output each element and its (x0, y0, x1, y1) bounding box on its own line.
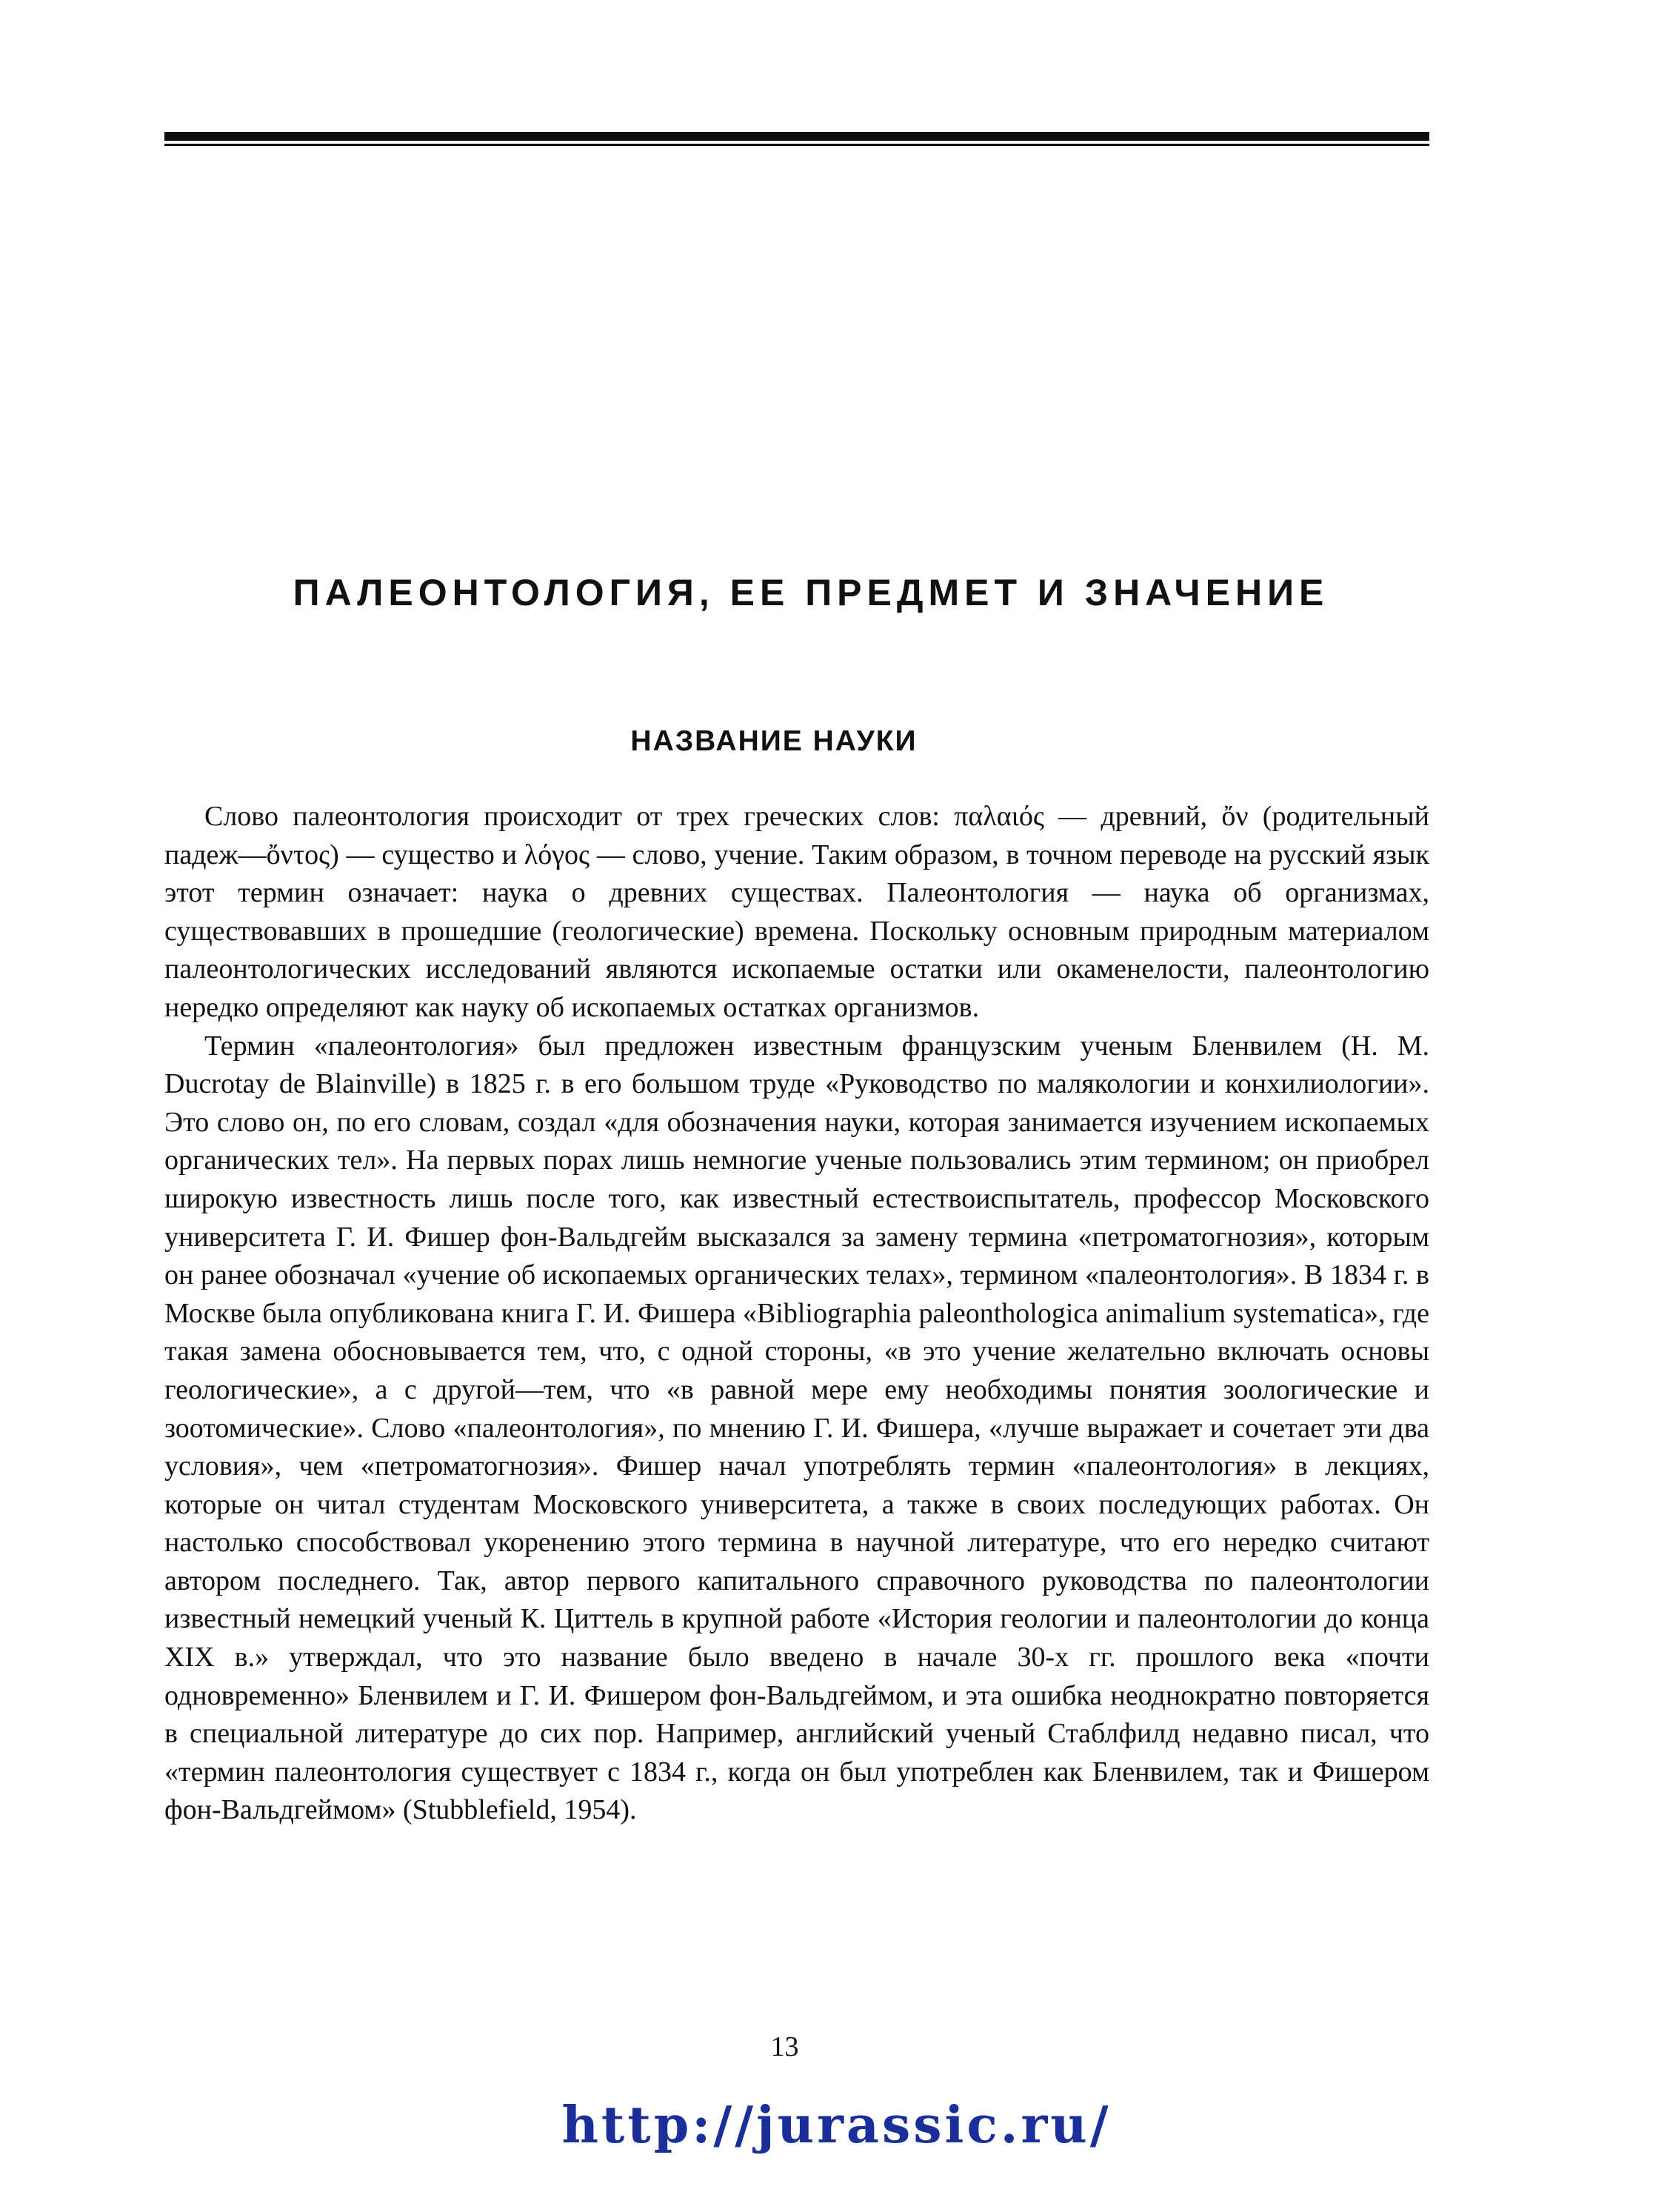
top-rule (164, 132, 1429, 141)
paragraph-2: Термин «палеонтология» был предложен известным французским ученым Бленвилем (H. M. Ducrotay de Blainville) в 1825 г. в его большом труде «Руководство по малякологии и конхилиологии». Это слово он, по его словам, создал «для обозначения науки, которая занимается изучением ископаемых органических тел». На первых порах лишь немногие ученые пользовались этим термином; он приобрел широкую известность лишь после того, как известный естествоиспытатель, профессор Московского университета Г. И. Фишер фон-Вальдгейм высказался за замену термина «петроматогнозия», которым он ранее обозначал «учение об ископаемых органических телах», термином «палеонтология». В 1834 г. в Москве была опубликована книга Г. И. Фишера «Bibliographia paleonthologica animalium systematica», где такая замена обосновывается тем, что, с одной стороны, «в это учение желательно включать основы геологические», а с другой—тем, что «в равной мере ему необходимы понятия зоологические и зоотомические». Слово «палеонтология», по мнению Г. И. Фишера, «лучше выражает и сочетает эти два условия», чем «петроматогнозия». Фишер начал употреблять термин «палеонтология» в лекциях, которые он читал студентам Московского университета, а также в своих последующих работах. Он настолько способствовал укоренению этого термина в научной литературе, что его нередко считают автором последнего. Так, автор первого капитального справочного руководства по палеонтологии известный немецкий ученый К. Циттель в крупной работе «История геологии и палеонтологии до конца XIX в.» утверждал, что это название было введено в начале 30-х гг. прошлого века «почти одновременно» Бленвилем и Г. И. Фишером фон-Вальдгеймом, и эта ошибка неоднократно повторяется в специальной литературе до сих пор. Например, английский ученый Стаблфилд недавно писал, что «термин палеонтология существует с 1834 г., когда он был употреблен как Бленвилем, так и Фишером фон-Вальдгеймом» (Stubblefield, 1954). (164, 1030, 1429, 1826)
watermark-url: http://jurassic.ru/ (561, 2096, 1112, 2155)
body-text (164, 798, 1429, 1830)
paragraph-1: Слово палеонтология происходит от трех греческих слов: παλαιός — древний, ὄν (родительный падеж—ὄντος) — существо и λόγος — слово, учение. Таким образом, в точном переводе на русский язык этот термин означает: наука о древних существах. Палеонтология — наука об организмах, существовавших в прошедшие (геологические) времена. Поскольку основным природным материалом палеонтологических исследований являются ископаемые остатки или окаменелости, палеонтологию нередко определяют как науку об ископаемых остатках организмов. (164, 801, 1429, 1023)
page-number: 13 (770, 2031, 799, 2062)
chapter-title: ПАЛЕОНТОЛОГИЯ, ЕЕ ПРЕДМЕТ И ЗНАЧЕНИЕ (293, 572, 1329, 613)
section-heading: НАЗВАНИЕ НАУКИ (630, 725, 918, 757)
